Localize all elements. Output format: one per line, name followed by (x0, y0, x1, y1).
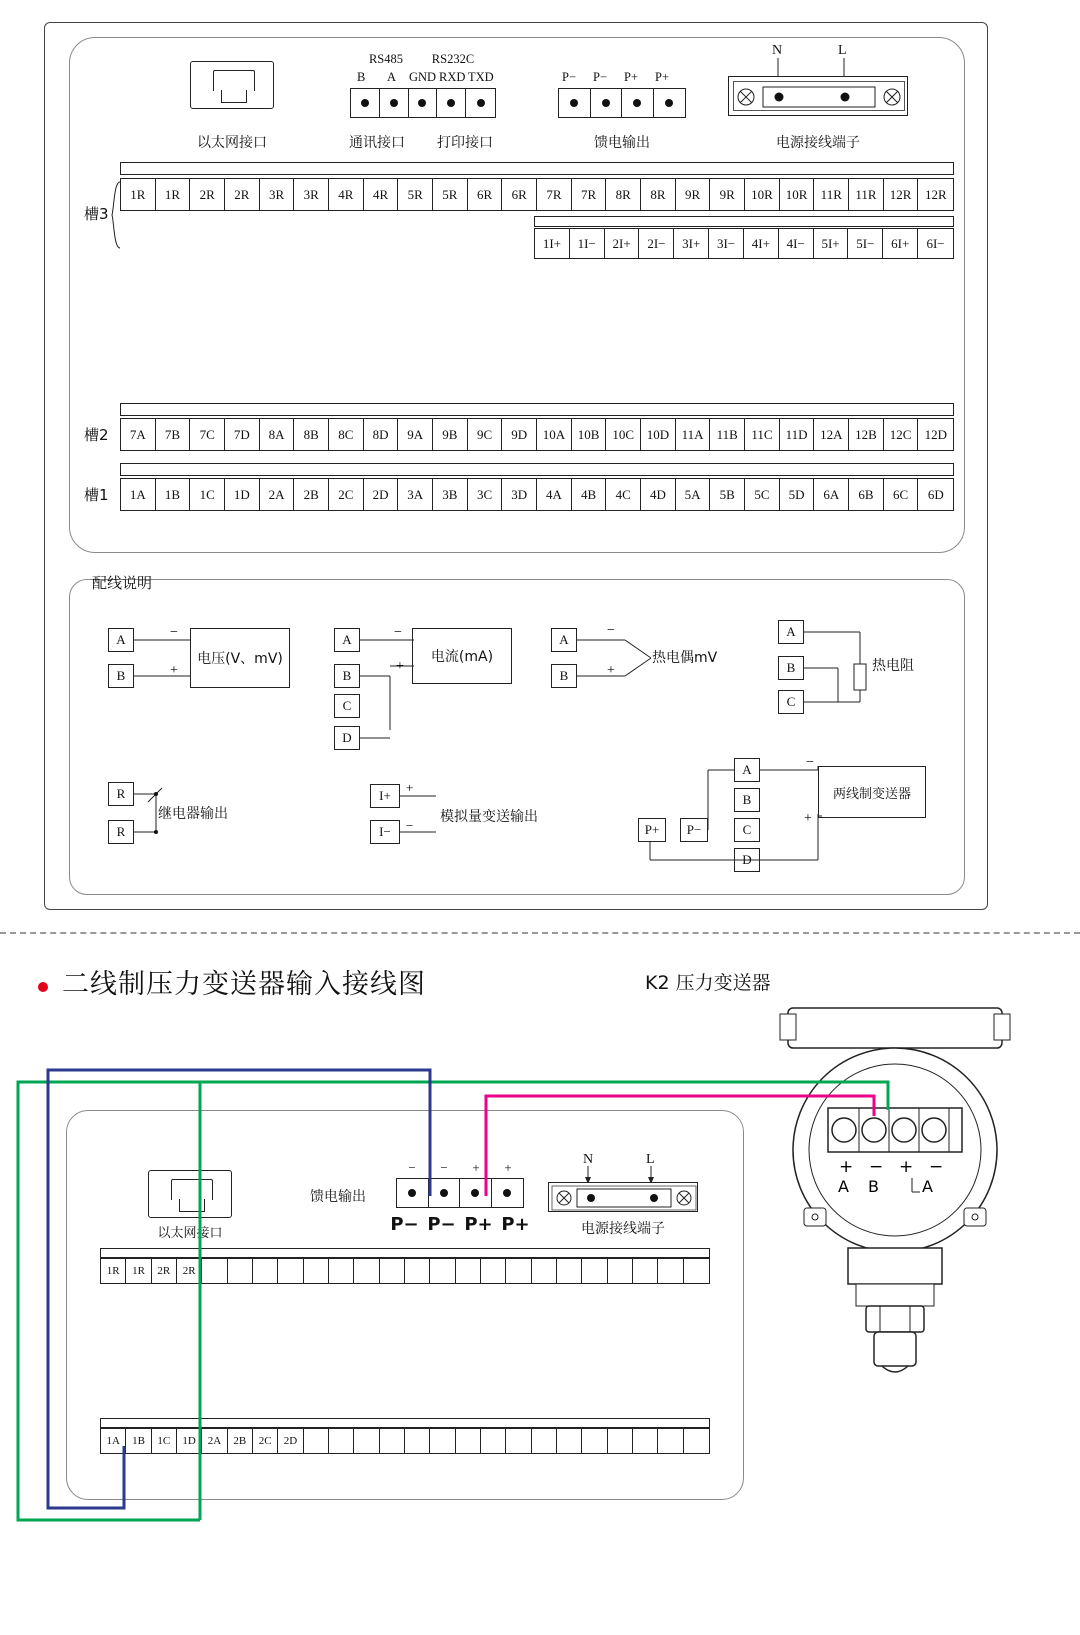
relay-terminal-2: R (108, 820, 134, 844)
terminal-cell: 4R (364, 179, 399, 210)
current-box: 电流(mA) (412, 628, 512, 684)
terminal-cell: 6B (849, 479, 884, 510)
terminal-cell: 2A (260, 479, 295, 510)
terminal-cell: 1R (121, 179, 156, 210)
terminal-cell: 1A (101, 1429, 126, 1453)
terminal-cell: 3R (294, 179, 329, 210)
terminal-cell: 10D (641, 419, 676, 450)
terminal-cell: 10R (780, 179, 815, 210)
twowire-feed-pminus: P− (680, 818, 708, 842)
terminal-cell: 6I− (926, 235, 945, 251)
svg-text:+: + (607, 663, 615, 678)
terminal-cell: 9R (710, 179, 745, 210)
terminal-cell: 12C (884, 419, 919, 450)
relay-terminal-1: R (108, 782, 134, 806)
terminal-cell: 8R (641, 179, 676, 210)
terminal-cell: 8D (364, 419, 399, 450)
svg-text:+: + (839, 1157, 854, 1177)
terminal-cell: 6A (814, 479, 849, 510)
wiring-legend-title: 配线说明 (92, 574, 153, 592)
terminal-cell: 4C (606, 479, 641, 510)
terminal-cell: 9B (433, 419, 468, 450)
terminal-cell: 1C (190, 479, 225, 510)
thermocouple-terminal-b: B (551, 664, 577, 688)
terminal-cell: 11A (676, 419, 711, 450)
svg-text:+: + (170, 663, 178, 678)
bullet-marker (38, 982, 48, 992)
svg-text:−: − (607, 623, 615, 638)
feed-caption: 馈电输出 (594, 135, 650, 151)
terminal-cell: 2C (253, 1429, 278, 1453)
print-pin-txd: TXD (468, 70, 494, 84)
svg-text:−: − (394, 625, 402, 640)
terminal-cell: 3R (260, 179, 295, 210)
power-terminal-block (728, 76, 908, 116)
rj45-icon (190, 61, 274, 109)
svg-text:−: − (406, 818, 414, 833)
power-pin-n: N (772, 43, 783, 58)
terminal-cell: 5R (433, 179, 468, 210)
comm-pin-b: B (357, 70, 366, 84)
terminal-cell: 1C (152, 1429, 177, 1453)
terminal-cell: 2D (278, 1429, 303, 1453)
terminal-cell: 7C (190, 419, 225, 450)
print-caption: 打印接口 (437, 135, 493, 151)
twowire-terminal-a: A (734, 758, 760, 782)
feed-sign-3: + (472, 1160, 480, 1175)
terminal-cell: 6C (884, 479, 919, 510)
terminal-cell: 2R (177, 1259, 202, 1283)
rtd-label: 热电阻 (872, 658, 914, 674)
terminal-cell: 8R (606, 179, 641, 210)
terminal-cell: 4B (572, 479, 607, 510)
terminal-cell: 4A (537, 479, 572, 510)
terminal-cell: 8C (329, 419, 364, 450)
terminal-cell: 7A (121, 419, 156, 450)
rtd-terminal-c: C (778, 690, 804, 714)
terminal-cell: 9A (398, 419, 433, 450)
current-wires (334, 620, 524, 750)
ethernet-caption: 以太网接口 (197, 135, 267, 151)
terminal-cell: 2R (190, 179, 225, 210)
terminal-cell: 10B (572, 419, 607, 450)
comm-caption: 通讯接口 (349, 135, 405, 151)
feed-pin-1: P− (562, 70, 577, 84)
slot3-row-2 (534, 228, 954, 259)
slot1-label: 槽1 (84, 486, 109, 504)
terminal-cell: 1B (156, 479, 191, 510)
terminal-cell: 7R (572, 179, 607, 210)
terminal-cell: 11R (849, 179, 884, 210)
slot2-label: 槽2 (84, 426, 109, 444)
slot2-top-bar (120, 403, 954, 416)
terminal-cell: 7R (537, 179, 572, 210)
rs232c-label: RS232C (431, 52, 475, 66)
power-caption: 电源接线端子 (776, 135, 860, 151)
terminal-cell: 5I+ (814, 229, 849, 258)
terminal-cell: 11C (745, 419, 780, 450)
terminal-cell: 10C (606, 419, 641, 450)
terminal-cell: 3A (398, 479, 433, 510)
terminal-cell: 1D (177, 1429, 202, 1453)
terminal-cell: 7D (225, 419, 260, 450)
device-title: K2 压力变送器 (645, 972, 771, 994)
terminal-cell: 10R (745, 179, 780, 210)
slot3-mid-bar (534, 216, 954, 227)
twowire-terminal-d: D (734, 848, 760, 872)
svg-text:−: − (170, 625, 178, 640)
terminal-cell: 3B (433, 479, 468, 510)
svg-text:+: + (406, 780, 414, 795)
svg-text:+: + (804, 811, 812, 826)
voltage-terminal-b: B (108, 664, 134, 688)
terminal-cell: 6D (927, 486, 944, 502)
terminal-cell: 5A (676, 479, 711, 510)
terminal-cell: 2I+ (605, 229, 640, 258)
analog-terminal-ip: I+ (370, 784, 400, 808)
terminal-cell: 5I− (848, 229, 883, 258)
print-pin-rxd: RXD (439, 70, 466, 84)
terminal-cell: 4I+ (744, 229, 779, 258)
slot3-label: 槽3 (84, 205, 109, 223)
bottom-section-title: 二线制压力变送器输入接线图 (62, 969, 426, 1000)
twowire-feed-pplus: P+ (638, 818, 666, 842)
terminal-cell: 11D (780, 419, 815, 450)
terminal-cell: 6R (468, 179, 503, 210)
feed-pin-4: P+ (655, 70, 670, 84)
terminal-cell: 1D (225, 479, 260, 510)
svg-text:+: + (899, 1157, 914, 1177)
terminal-cell: 2D (364, 479, 399, 510)
thermocouple-terminal-a: A (551, 628, 577, 652)
terminal-cell: 1B (126, 1429, 151, 1453)
slot1-row (120, 478, 954, 511)
power-pin-l: L (838, 43, 847, 58)
slot3-row-1 (120, 178, 954, 211)
bottom-power-l: L (646, 1152, 655, 1167)
current-terminal-b: B (334, 664, 360, 688)
bottom-feed-pin-2: P− (427, 1214, 456, 1235)
terminal-cell: 1R (126, 1259, 151, 1283)
terminal-cell: 1R (101, 1259, 126, 1283)
terminal-cell: 3C (468, 479, 503, 510)
rtd-terminal-b: B (778, 656, 804, 680)
slot1-top-bar (120, 463, 954, 476)
feed-sign-4: + (504, 1160, 512, 1175)
slot3-top-bar (120, 162, 954, 175)
svg-text:A: A (922, 1177, 933, 1196)
terminal-cell: 12R (924, 186, 947, 202)
twowire-box: 两线制变送器 (818, 766, 926, 818)
terminal-cell: 11R (814, 179, 849, 210)
twowire-terminal-b: B (734, 788, 760, 812)
terminal-cell: 12A (814, 419, 849, 450)
wire-routing (0, 1000, 1080, 1620)
terminal-cell: 4R (329, 179, 364, 210)
terminal-cell: 10A (537, 419, 572, 450)
terminal-cell: 9R (676, 179, 711, 210)
comm-pin-a: A (387, 70, 397, 84)
feed-sign-2: − (440, 1160, 448, 1175)
bottom-feed-pin-1: P− (390, 1214, 419, 1235)
bottom-feed-pin-4: P+ (501, 1214, 530, 1235)
feed-strip (558, 88, 686, 118)
voltage-terminal-a: A (108, 628, 134, 652)
terminal-cell: 2R (152, 1259, 177, 1283)
terminal-cell: 2A (202, 1429, 227, 1453)
terminal-cell: 8B (294, 419, 329, 450)
rs485-label: RS485 (368, 52, 404, 66)
terminal-cell: 3D (502, 479, 537, 510)
svg-text:B: B (868, 1177, 879, 1196)
terminal-cell: 4D (641, 479, 676, 510)
current-terminal-d: D (334, 726, 360, 750)
svg-text:−: − (929, 1157, 944, 1177)
relay-label: 继电器输出 (158, 806, 228, 822)
rtd-terminal-a: A (778, 620, 804, 644)
terminal-cell: 1I− (570, 229, 605, 258)
terminal-cell: 12D (924, 426, 947, 442)
current-terminal-c: C (334, 694, 360, 718)
ethernet-jack (190, 61, 274, 109)
bottom-feed-pin-3: P+ (464, 1214, 493, 1235)
terminal-cell: 12R (884, 179, 919, 210)
voltage-wires (108, 620, 298, 700)
bottom-power-n: N (583, 1152, 594, 1167)
terminal-cell: 5R (398, 179, 433, 210)
svg-text:A: A (838, 1177, 849, 1196)
svg-text:+: + (396, 659, 404, 674)
terminal-cell: 1A (121, 479, 156, 510)
terminal-cell: 6I+ (883, 229, 918, 258)
feed-pin-2: P− (593, 70, 608, 84)
bottom-power-caption: 电源接线端子 (581, 1221, 665, 1237)
terminal-cell: 2B (228, 1429, 253, 1453)
terminal-cell: 12B (849, 419, 884, 450)
twowire-wires (638, 750, 938, 880)
terminal-cell: 3I− (709, 229, 744, 258)
bottom-ethernet-caption: 以太网接口 (157, 1226, 223, 1241)
thermocouple-label: 热电偶mV (652, 650, 718, 666)
terminal-cell: 1I+ (535, 229, 570, 258)
terminal-cell: 9C (468, 419, 503, 450)
current-terminal-a: A (334, 628, 360, 652)
terminal-cell: 2B (294, 479, 329, 510)
terminal-cell: 5C (745, 479, 780, 510)
terminal-cell: 11B (710, 419, 745, 450)
terminal-cell: 7B (156, 419, 191, 450)
twowire-terminal-c: C (734, 818, 760, 842)
analog-out-label: 模拟量变送输出 (440, 809, 538, 825)
svg-text:−: − (806, 755, 814, 770)
terminal-cell: 3I+ (674, 229, 709, 258)
feed-pin-3: P+ (624, 70, 639, 84)
feed-sign-1: − (408, 1160, 416, 1175)
terminal-cell: 2R (225, 179, 260, 210)
terminal-cell: 8A (260, 419, 295, 450)
terminal-cell: 2I− (639, 229, 674, 258)
bottom-feed-caption: 馈电输出 (310, 1189, 366, 1205)
terminal-cell: 1R (156, 179, 191, 210)
terminal-cell: 2C (329, 479, 364, 510)
terminal-cell: 4I− (779, 229, 814, 258)
terminal-cell: 5B (710, 479, 745, 510)
terminal-cell: 6R (502, 179, 537, 210)
terminal-cell: 5D (780, 479, 815, 510)
section-divider (0, 932, 1080, 934)
print-pin-gnd: GND (409, 70, 437, 84)
slot2-row (120, 418, 954, 451)
comm-print-strip (350, 88, 496, 118)
voltage-box: 电压(V、mV) (190, 628, 290, 688)
analog-terminal-im: I− (370, 820, 400, 844)
svg-text:−: − (869, 1157, 884, 1177)
terminal-cell: 9D (502, 419, 537, 450)
